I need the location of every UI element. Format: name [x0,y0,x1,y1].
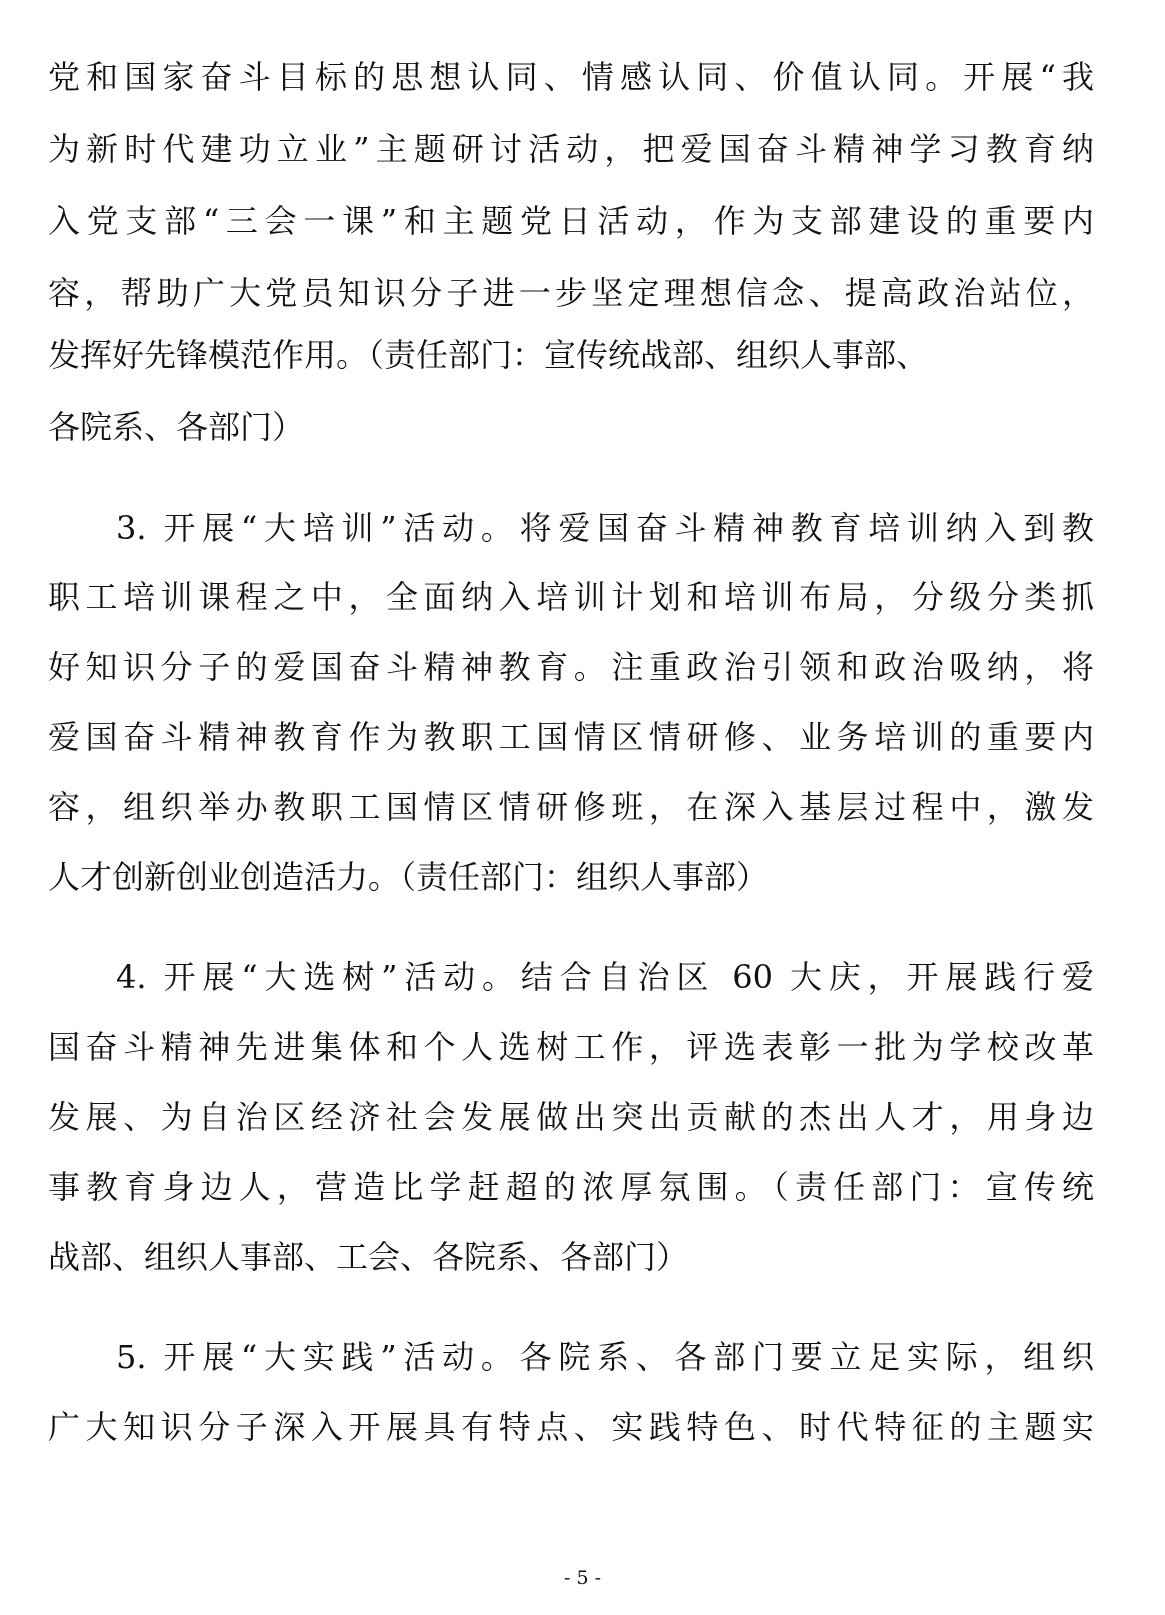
paragraph-2-line-3: 好知识分子的爱国奋斗精神教育。注重政治引领和政治吸纳，将 [48,648,1094,686]
paragraph-3-line-3: 发展、为自治区经济社会发展做出突出贡献的杰出人才，用身边 [48,1098,1094,1136]
paragraph-1-line-2: 为新时代建功立业”主题研讨活动，把爱国奋斗精神学习教育纳 [48,130,1094,168]
paragraph-3-line-4: 事教育身边人，营造比学赶超的浓厚氛围。（责任部门：宣传统 [48,1168,1094,1206]
paragraph-1-line-3: 入党支部“三会一课”和主题党日活动，作为支部建设的重要内 [48,202,1094,240]
paragraph-4-line-1: 5. 开展“大实践”活动。各院系、各部门要立足实际，组织 [116,1338,1094,1376]
paragraph-2-line-4: 爱国奋斗精神教育作为教职工国情区情研修、业务培训的重要内 [48,718,1094,756]
paragraph-1-line-1: 党和国家奋斗目标的思想认同、情感认同、价值认同。开展“我 [48,58,1094,96]
page-number: - 5 - [563,1567,601,1589]
paragraph-1-line-5: 发挥好先锋模范作用。（责任部门：宣传统战部、组织人事部、 [48,336,929,374]
paragraph-2-line-1: 3. 开展“大培训”活动。将爱国奋斗精神教育培训纳入到教 [116,509,1094,547]
paragraph-1-line-4: 容，帮助广大党员知识分子进一步坚定理想信念、提高政治站位， [48,274,1094,312]
paragraph-2-line-5: 容，组织举办教职工国情区情研修班，在深入基层过程中，激发 [48,788,1094,826]
paragraph-2-line-2: 职工培训课程之中，全面纳入培训计划和培训布局，分级分类抓 [48,578,1094,616]
paragraph-2-line-6: 人才创新创业创造活力。（责任部门：组织人事部） [48,858,769,896]
paragraph-4-line-2: 广大知识分子深入开展具有特点、实践特色、时代特征的主题实 [48,1408,1094,1446]
paragraph-3-line-2: 国奋斗精神先进集体和个人选树工作，评选表彰一批为学校改革 [48,1028,1094,1066]
paragraph-1-line-6: 各院系、各部门） [48,408,305,446]
paragraph-3-line-5: 战部、组织人事部、工会、各院系、各部门） [48,1238,689,1276]
paragraph-3-line-1: 4. 开展“大选树”活动。结合自治区 60 大庆，开展践行爱 [116,958,1094,996]
